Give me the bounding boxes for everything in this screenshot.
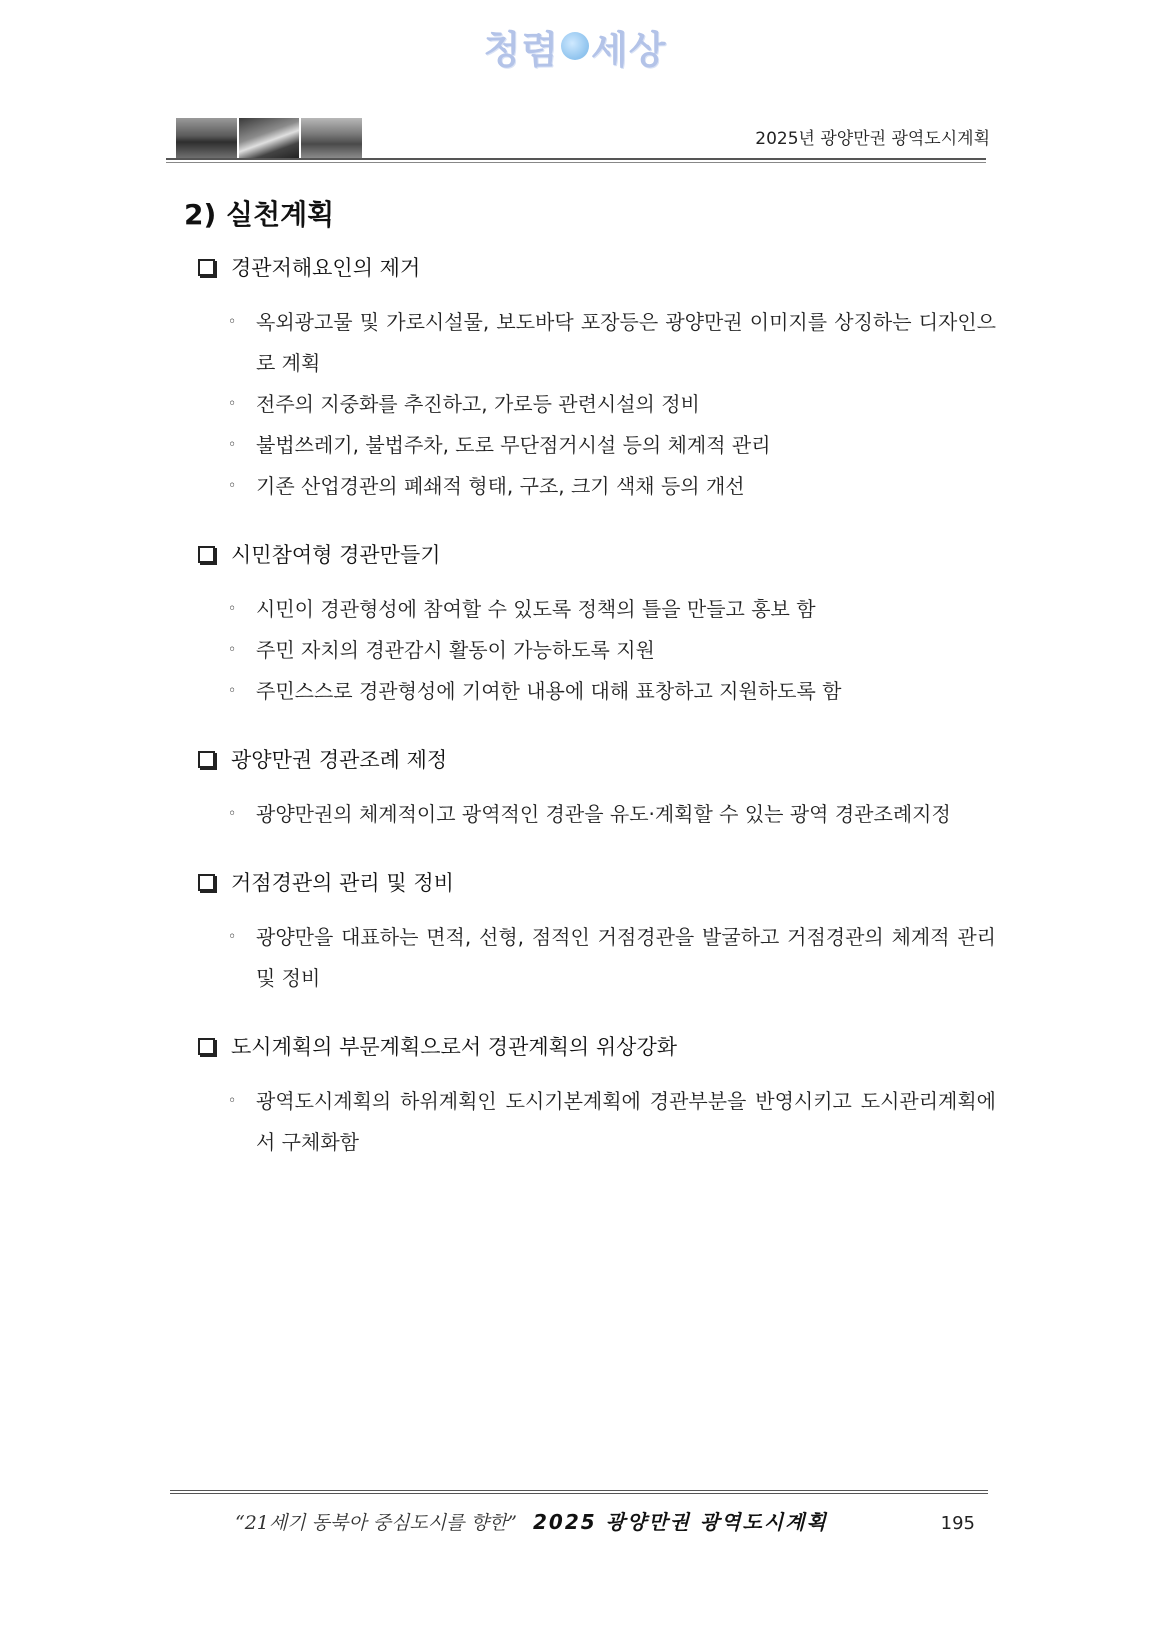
logo-badge-icon [561,32,589,60]
subsection-title [196,865,996,899]
subsection-title-text: 경관저해요인의 제거 [231,256,421,280]
bullet-icon: ◦ [228,1093,237,1109]
checkbox-square-icon [198,874,215,891]
list-item-text: 주민 자치의 경관감시 활동이 가능하도록 지원 [256,638,655,662]
header-photo-strip [176,118,362,158]
subsection-title-text: 시민참여형 경관만들기 [231,543,441,567]
logo-text-right: 세상 [591,27,667,72]
subsection [196,865,996,999]
subsection-title-text: 거점경관의 관리 및 정비 [231,871,454,895]
list-item-text: 주민스스로 경관형성에 기여한 내용에 대해 표창하고 지원하도록 함 [256,679,842,703]
footer-slogan: “21세기 동북아 중심도시를 향한” [235,1512,517,1534]
list-item [196,1081,996,1163]
bullet-icon: ◦ [228,478,237,494]
integrity-logo [470,18,680,74]
subsection-title [196,1029,996,1063]
list-item [196,302,996,384]
list-item-text: 광양만권의 체계적이고 광역적인 경관을 유도·계획할 수 있는 광역 경관조례지정 [256,802,951,826]
bullet-icon: ◦ [228,806,237,822]
main-content [196,250,996,1193]
checkbox-square-icon [198,546,215,563]
footer-title: 2025 광양만권 광역도시계획 [532,1510,828,1534]
bullet-icon: ◦ [228,642,237,658]
bullet-icon: ◦ [228,929,237,945]
document-title: 2025년 광양만권 광역도시계획 [755,129,990,149]
header-photo-2 [239,118,300,158]
list-item [196,630,996,671]
bullet-icon: ◦ [228,683,237,699]
list-item [196,466,996,507]
subsection-title [196,537,996,571]
checkbox-square-icon [198,751,215,768]
list-item-text: 광양만을 대표하는 면적, 선형, 점적인 거점경관을 발굴하고 거점경관의 체계적 관리 및 정비 [256,925,996,990]
list-item [196,589,996,630]
logo-text-left: 청렴 [483,27,559,72]
bullet-icon: ◦ [228,314,237,330]
list-item [196,917,996,999]
list-item-text: 기존 산업경관의 폐쇄적 형태, 구조, 크기 색채 등의 개선 [256,474,745,498]
header-divider [166,158,986,163]
list-item-text: 광역도시계획의 하위계획인 도시기본계획에 경관부분을 반영시키고 도시관리계획에서 구체화함 [256,1089,996,1154]
bullet-icon: ◦ [228,601,237,617]
header-photo-3 [301,118,362,158]
list-item-text: 전주의 지중화를 추진하고, 가로등 관련시설의 정비 [256,392,700,416]
section-heading: 2) 실천계획 [184,198,335,231]
header-photo-1 [176,118,237,158]
subsection [196,742,996,835]
subsection-title-text: 광양만권 경관조례 제정 [231,748,448,772]
page-footer [235,1506,995,1535]
subsection [196,537,996,712]
checkbox-square-icon [198,1038,215,1055]
subsection [196,1029,996,1163]
page-number: 195 [940,1513,975,1534]
list-item-text: 불법쓰레기, 불법주차, 도로 무단점거시설 등의 체계적 관리 [256,433,771,457]
checkbox-square-icon [198,259,215,276]
subsection-title [196,250,996,284]
bullet-icon: ◦ [228,396,237,412]
footer-divider [170,1490,988,1494]
list-item [196,425,996,466]
list-item-text: 시민이 경관형성에 참여할 수 있도록 정책의 틀을 만들고 홍보 함 [256,597,816,621]
bullet-icon: ◦ [228,437,237,453]
list-item [196,384,996,425]
subsection [196,250,996,507]
list-item-text: 옥외광고물 및 가로시설물, 보도바닥 포장등은 광양만권 이미지를 상징하는 디자인으로 계획 [256,310,996,375]
list-item [196,794,996,835]
subsection-title [196,742,996,776]
subsection-title-text: 도시계획의 부문계획으로서 경관계획의 위상강화 [231,1035,678,1059]
list-item [196,671,996,712]
